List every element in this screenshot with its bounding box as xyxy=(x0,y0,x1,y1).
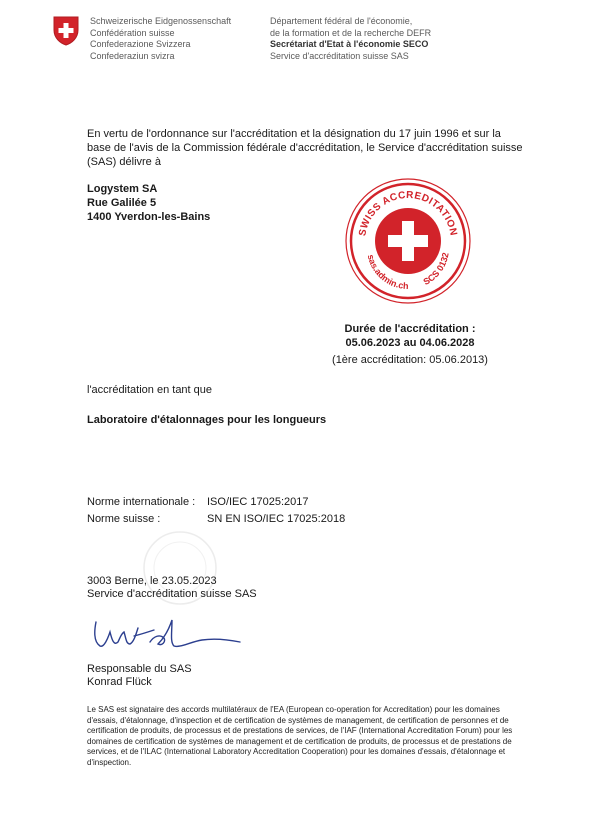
place-date-block xyxy=(87,575,257,601)
accreditation-as-label: l'accréditation en tant que xyxy=(87,384,213,396)
seal-top-text: SWISS ACCREDITATION xyxy=(357,189,459,237)
duration-label: Durée de l'accréditation : xyxy=(344,323,476,335)
norms-block xyxy=(87,494,345,528)
duration-period: 05.06.2023 au 04.06.2028 xyxy=(345,337,475,349)
swiss-accreditation-seal xyxy=(343,176,473,306)
recipient-name: Logystem SA xyxy=(87,183,158,195)
accreditation-duration xyxy=(330,322,490,367)
laboratory-type: Laboratoire d'étalonnages pour les longueurs xyxy=(87,414,327,426)
recipient-city: 1400 Yverdon-les-Bains xyxy=(87,211,211,223)
recipient-address xyxy=(87,182,210,224)
handwritten-signature xyxy=(90,612,250,654)
swiss-crest-logo xyxy=(53,16,79,46)
norm-international-value: ISO/IEC 17025:2017 xyxy=(207,496,309,508)
seal-code-text: SCS 0132 xyxy=(421,251,451,287)
intro-paragraph: En vertu de l'ordonnance sur l'accréditation et la désignation du 17 juin 1996 et sur la base de l'avis de la Commission fédérale d'accréditation, le Service d'accréditation suisse (SAS) délivre à xyxy=(87,128,523,168)
place-date: 3003 Berne, le 23.05.2023 xyxy=(87,575,217,587)
recipient-street: Rue Galilée 5 xyxy=(87,197,157,209)
signatory-block xyxy=(87,663,192,689)
confederation-names xyxy=(90,16,231,62)
department-block xyxy=(270,16,431,62)
signatory-role: Responsable du SAS xyxy=(87,663,192,675)
norm-swiss-label: Norme suisse : xyxy=(87,513,161,525)
seal-url-text: sas.admin.ch xyxy=(365,253,409,292)
footer-agreements-text: Le SAS est signataire des accords multilatéraux de l'EA (European co-operation for Accreditation) pour les domaines d'essais, d'étalonnage, d'inspection et de certification de systèmes de management, de certification de personnes et de certification de produits, de processus et de prestations de services, de l'IAF (International Accreditation Forum) pour les domaines de certification de systèmes de management et de certification de produits, de processus et de prestations de services, et de l'ILAC (International Laboratory Accreditation Cooperation) pour les domaines d'essais, d'étalonnage et d'inspection. xyxy=(87,705,513,767)
confederation-name-it: Confederazione Svizzera xyxy=(90,39,191,49)
confederation-name-fr: Confédération suisse xyxy=(90,27,175,38)
norm-swiss-row xyxy=(87,511,345,528)
department-line-1: Département fédéral de l'économie, xyxy=(270,16,413,26)
norm-international-row xyxy=(87,494,345,511)
first-accreditation: (1ère accréditation: 05.06.2013) xyxy=(332,354,488,366)
confederation-name-de: Schweizerische Eidgenossenschaft xyxy=(90,16,232,26)
norm-swiss-value: SN EN ISO/IEC 17025:2018 xyxy=(207,513,346,525)
issuer-name: Service d'accréditation suisse SAS xyxy=(87,588,257,600)
norm-international-label: Norme internationale : xyxy=(87,496,196,508)
signatory-name: Konrad Flück xyxy=(87,676,152,688)
service-name: Service d'accréditation suisse SAS xyxy=(270,50,409,61)
confederation-name-rm: Confederaziun svizra xyxy=(90,50,175,61)
secretariat-name: Secrétariat d'Etat à l'économie SECO xyxy=(270,39,429,49)
department-line-2: de la formation et de la recherche DEFR xyxy=(270,27,432,38)
